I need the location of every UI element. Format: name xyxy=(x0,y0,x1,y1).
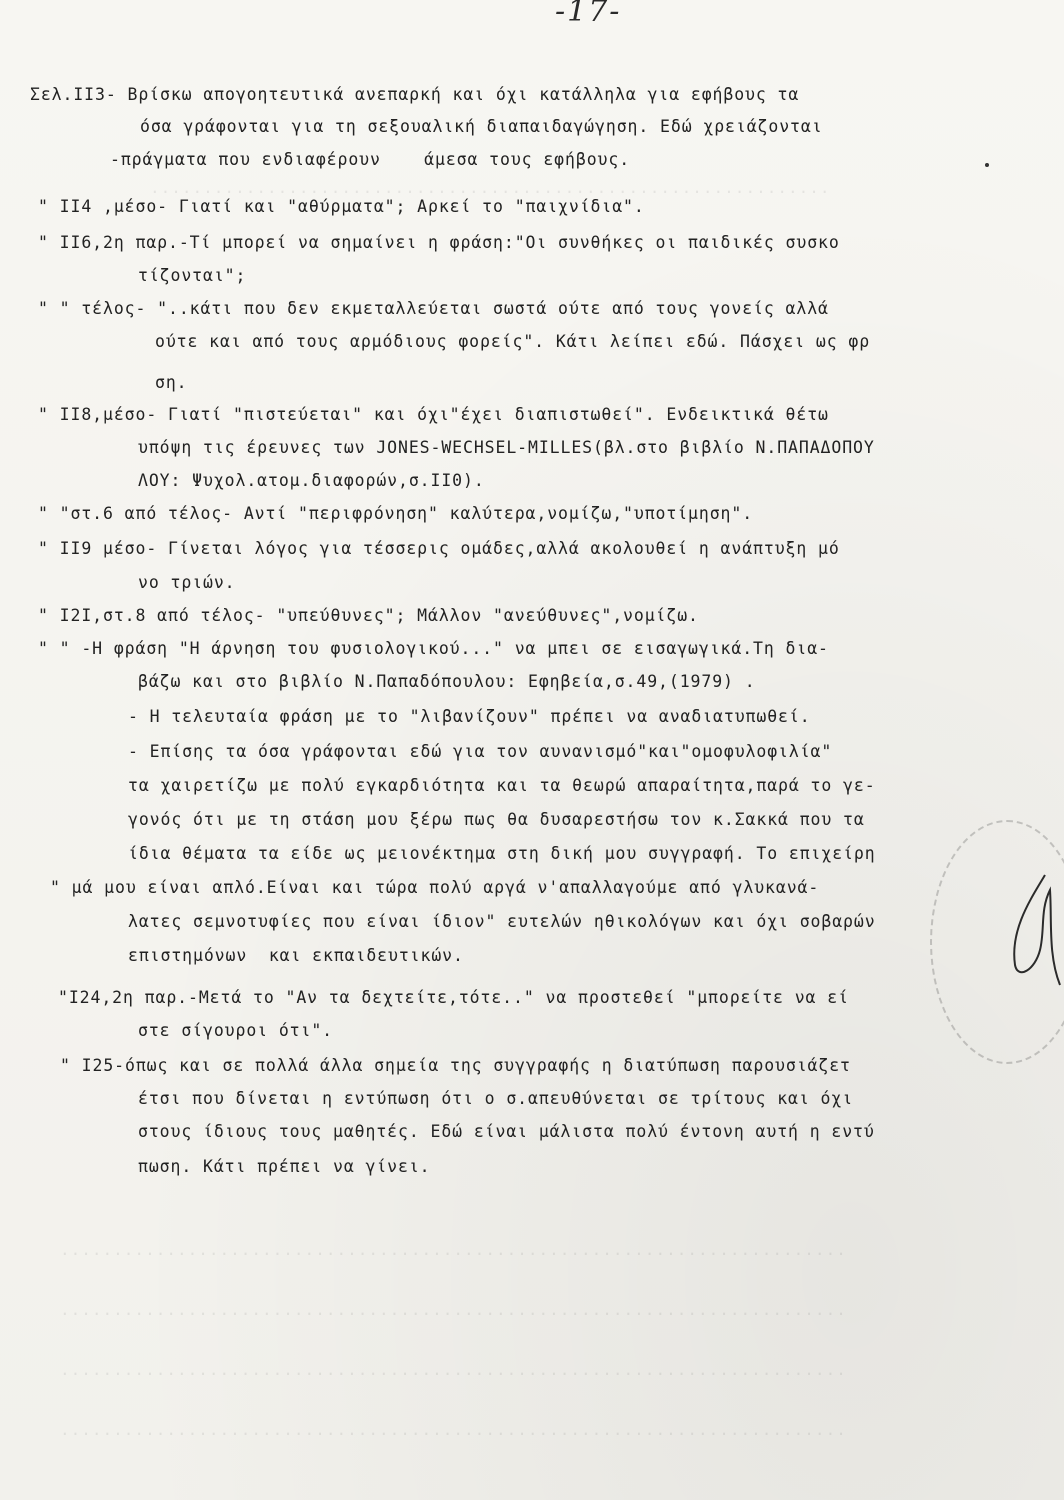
text-line-27: "Ι24,2η παρ.-Μετά το "Αν τα δεχτείτε,τότε.." να προστεθεί "μπορείτε να εί xyxy=(58,988,849,1007)
text-line-7: " " τέλος- "..κάτι που δεν εκμεταλλεύεται σωστά ούτε από τους γονείς αλλά xyxy=(38,299,829,318)
bleed-through-text: ................................................................ xyxy=(150,178,831,197)
page-number: -17- xyxy=(555,0,622,29)
bleed-through-text: .......................................................................... xyxy=(60,1240,847,1259)
text-line-32: πωση. Κάτι πρέπει να γίνει. xyxy=(138,1157,431,1176)
text-line-17: " " -Η φράση "Η άρνηση του φυσιολογικού..." να μπει σε εισαγωγικά.Τη δια- xyxy=(38,639,829,658)
text-line-29: " Ι25-όπως και σε πολλά άλλα σημεία της συγγραφής η διατύπωση παρουσιάζετ xyxy=(60,1056,851,1075)
text-line-3: -πράγματα που ενδιαφέρουν άμεσα τους εφήβους. xyxy=(110,150,631,169)
text-line-5: " ΙΙ6,2η παρ.-Τί μπορεί να σημαίνει η φράση:"Οι συνθήκες οι παιδικές συσκο xyxy=(38,233,840,252)
text-line-13: " "στ.6 από τέλος- Αντί "περιφρόνηση" καλύτερα,νομίζω,"υποτίμηση". xyxy=(38,504,754,523)
text-line-4: " ΙΙ4 ,μέσο- Γιατί και "αθύρματα"; Αρκεί το "παιχνίδια". xyxy=(38,197,645,216)
text-line-9: ση. xyxy=(155,373,188,392)
bleed-through-text: .......................................................................... xyxy=(60,1360,847,1379)
text-line-16: " Ι2Ι,στ.8 από τέλος- "υπεύθυνες"; Μάλλον "ανεύθυνες",νομίζω. xyxy=(38,606,699,625)
text-line-12: ΛΟΥ: Ψυχολ.ατομ.διαφορών,σ.ΙΙ0). xyxy=(138,471,485,490)
text-line-8: ούτε και από τους αρμόδιους φορείς". Κάτι λείπει εδώ. Πάσχει ως φρ xyxy=(155,332,871,351)
signature-mark xyxy=(990,870,1064,990)
text-line-23: ίδια θέματα τα είδε ως μειονέκτημα στη δική μου συγγραφή. Το επιχείρη xyxy=(128,844,876,863)
text-line-19: - Η τελευταία φράση με το "λιβανίζουν" πρέπει να αναδιατυπωθεί. xyxy=(128,707,811,726)
text-line-24: " μά μου είναι απλό.Είναι και τώρα πολύ αργά ν'απαλλαγούμε από γλυκανά- xyxy=(50,878,820,897)
bleed-through-text: .......................................................................... xyxy=(60,1420,847,1439)
text-line-15: νο τριών. xyxy=(138,573,236,592)
text-line-31: στους ίδιους τους μαθητές. Εδώ είναι μάλιστα πολύ έντονη αυτή η εντύ xyxy=(138,1122,875,1141)
text-line-11: υπόψη τις έρευνες των JONES-WECHSEL-MILLES(βλ.στο βιβλίο Ν.ΠΑΠΑΔΟΠΟΥ xyxy=(138,438,875,457)
text-line-22: γονός ότι με τη στάση μου ξέρω πως θα δυσαρεστήσω τον κ.Σακκά που τα xyxy=(128,810,865,829)
bleed-through-text: .......................................................................... xyxy=(60,1300,847,1319)
text-line-28: στε σίγουροι ότι". xyxy=(138,1021,334,1040)
text-line-1: Σελ.ΙΙ3- Βρίσκω απογοητευτικά ανεπαρκή και όχι κατάλληλα για εφήβους τα xyxy=(30,85,800,104)
text-line-30: έτσι που δίνεται η εντύπωση ότι ο σ.απευθύνεται σε τρίτους και όχι xyxy=(138,1089,854,1108)
text-line-25: λατες σεμνοτυφίες που είναι ίδιον" ευτελών ηθικολόγων και όχι σοβαρών xyxy=(128,912,876,931)
text-line-2: όσα γράφονται για τη σεξουαλική διαπαιδαγώγηση. Εδώ χρειάζονται xyxy=(140,117,823,136)
text-line-10: " ΙΙ8,μέσο- Γιατί "πιστεύεται" και όχι"έχει διαπιστωθεί". Ενδεικτικά θέτω xyxy=(38,405,829,424)
text-line-18: βάζω και στο βιβλίο Ν.Παπαδόπουλου: Εφηβεία,σ.49,(1979) . xyxy=(138,672,756,691)
text-line-26: επιστημόνων και εκπαιδευτικών. xyxy=(128,946,464,965)
text-line-6: τίζονται"; xyxy=(138,266,247,285)
ink-dot xyxy=(985,163,989,167)
text-line-21: τα χαιρετίζω με πολύ εγκαρδιότητα και τα θεωρώ απαραίτητα,παρά το γε- xyxy=(128,776,876,795)
text-line-14: " ΙΙ9 μέσο- Γίνεται λόγος για τέσσερις ομάδες,αλλά ακολουθεί η ανάπτυξη μό xyxy=(38,539,840,558)
text-line-20: - Επίσης τα όσα γράφονται εδώ για τον αυνανισμό"και"ομοφυλοφιλία" xyxy=(128,742,833,761)
